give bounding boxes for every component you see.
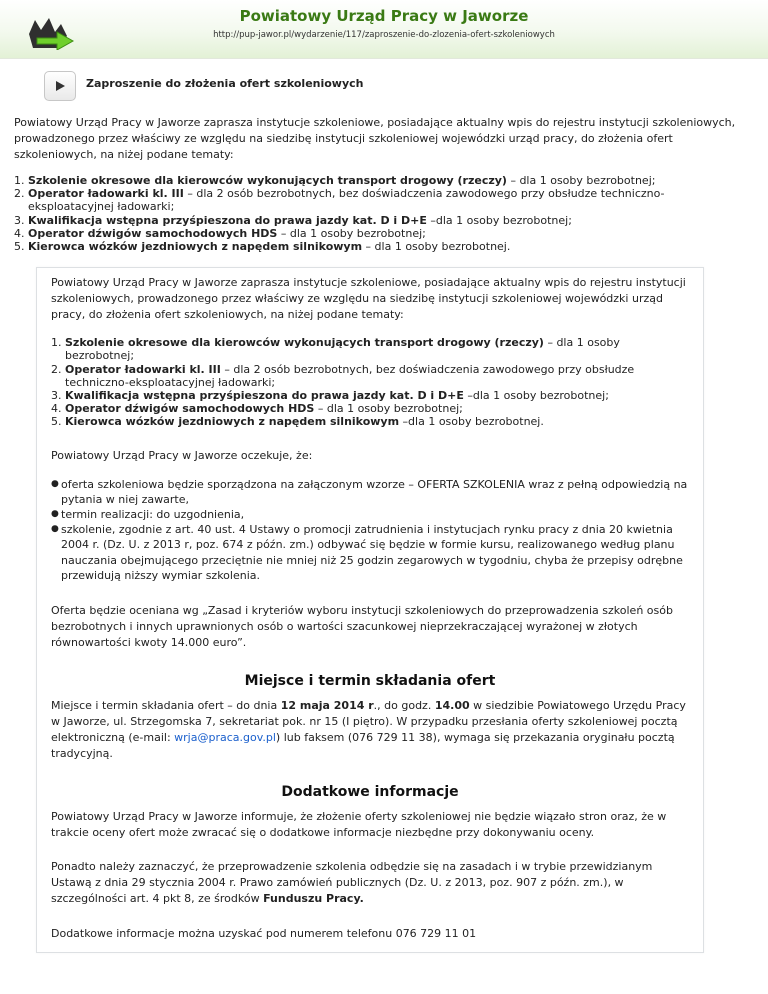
arrow-right-icon xyxy=(54,80,66,92)
info-paragraph-2: Ponadto należy zaznaczyć, że przeprowadzenie szkolenia odbędzie się na zasadach i w trybie przewidzianym Ustawą z dnia 29 stycznia 2004 r. Prawo zamówień publicznych (Dz. U. z 2013, poz. 907 z późn. zm.), w szczególności art. 4 pkt 8, ze środków Funduszu Pracy. xyxy=(51,860,653,906)
main-content xyxy=(0,59,768,953)
topic-item: 2. Operator ładowarki kl. III – dla 2 osób bezrobotnych, bez doświadczenia zawodowego przy obsłudze techniczno-eksploatacyjnej ładowarki; xyxy=(14,187,665,214)
place-heading: Miejsce i termin składania ofert xyxy=(244,673,496,690)
details-box xyxy=(36,267,704,953)
deadline-time: 14.00 xyxy=(434,699,470,713)
page-title: Zaproszenie do złożenia ofert szkoleniowych xyxy=(86,77,364,90)
info-paragraph-1: Powiatowy Urząd Pracy w Jaworze informuje, że złożenie oferty szkoleniowej nie będzie wiązało stron oraz, że w trakcie oceny ofert może zwracać się o dodatkowe informacje niezbędne przy dokonywaniu oceny. xyxy=(51,810,667,840)
list-item: ● termin realizacji: do uzgodnienia, xyxy=(51,508,245,522)
intro-paragraph: Powiatowy Urząd Pracy w Jaworze zaprasza instytucje szkoleniowe, posiadające aktualny wpis do rejestru instytucji szkoleniowych, prowadzonego przez właściwy ze względu na siedzibę instytucji szkoleniowej wojewódzki urząd pracy, do złożenia ofert szkoleniowych, na niżej podane tematy: xyxy=(14,116,736,161)
bullet-icon: ● xyxy=(51,478,59,489)
expectations-heading: Powiatowy Urząd Pracy w Jaworze oczekuje, że: xyxy=(51,448,313,462)
topic-item: 4. Operator dźwigów samochodowych HDS – dla 1 osoby bezrobotnej; xyxy=(14,226,426,240)
list-item: ● oferta szkoleniowa będzie sporządzona na załączonym wzorze – OFERTA SZKOLENIA wraz z pełną odpowiedzią na pytania w niej zawarte, xyxy=(51,477,688,506)
site-title[interactable]: Powiatowy Urząd Pracy w Jaworze xyxy=(239,7,529,25)
list-item: ● szkolenie, zgodnie z art. 40 ust. 4 Ustawy o promocji zatrudnienia i instytucjach rynku pracy z dnia 20 kwietnia 2004 r. (Dz. U. z 2013 r, poz. 674 z późn. zm.) odbywać się będzie w formie kursu, realizowanego według planu nauczania obejmującego przeciętnie nie mniej niż 25 godzin zegarowych w tygodniu, chyba że przepisy odrębne przewidują niższy wymiar szkolenia. xyxy=(51,523,683,582)
info-paragraph-3: Dodatkowe informacje można uzyskać pod numerem telefonu 076 729 11 01 xyxy=(51,927,477,941)
box-intro-paragraph: Powiatowy Urząd Pracy w Jaworze zaprasza instytucje szkoleniowe, posiadające aktualny wpis do rejestru instytucji szkoleniowych, prowadzonego przez właściwy ze względu na siedzibę instytucji szkoleniowej wojewódzki urząd pracy, do złożenia ofert szkoleniowych, na niżej podane tematy: xyxy=(51,276,686,322)
evaluation-paragraph: Oferta będzie oceniana wg „Zasad i kryteriów wyboru instytucji szkoleniowych do przeprowadzenia szkoleń osób bezrobotnych i innych uprawnionych osób o wartości szacunkowej nieprzekraczającej wyrażonej w złotych równowartości kwoty 14.000 euro”. xyxy=(51,604,673,650)
topic-item: 2. Operator ładowarki kl. III – dla 2 osób bezrobotnych, bez doświadczenia zawodowego przy obsłudze techniczno-eksploatacyjnej ładowarki; xyxy=(51,362,635,389)
topic-item: 5. Kierowca wózków jezdniowych z napędem silnikowym –dla 1 osoby bezrobotnej. xyxy=(51,415,544,429)
topic-item: 5. Kierowca wózków jezdniowych z napędem silnikowym – dla 1 osoby bezrobotnej. xyxy=(14,240,511,254)
arrow-right-button[interactable] xyxy=(44,71,76,101)
page-url: http://pup-jawor.pl/wydarzenie/117/zaproszenie-do-zlozenia-ofert-szkoleniowych xyxy=(213,30,555,40)
email-link[interactable]: wrja@praca.gov.pl xyxy=(174,731,276,745)
expectations-list xyxy=(51,477,689,583)
site-header xyxy=(0,0,768,59)
place-paragraph: Miejsce i termin składania ofert – do dnia 12 maja 2014 r., do godz. 14.00 w siedzibie Powiatowego Urzędu Pracy w Jaworze, ul. Strzegomska 7, sekretariat pok. nr 15 (I piętro). W przypadku przesłania oferty szkoleniowej pocztą elektroniczną (e-mail: wrja@praca.gov.pl) lub faksem (076 729 11 38), wymaga się przekazania oryginału pocztą tradycyjną. xyxy=(51,699,686,761)
logo-icon[interactable] xyxy=(27,18,79,50)
topic-item: 1. Szkolenie okresowe dla kierowców wykonujących transport drogowy (rzeczy) – dla 1 osoby bezrobotnej; xyxy=(51,336,620,363)
topic-item: 3. Kwalifikacja wstępna przyśpieszona do prawa jazdy kat. D i D+E –dla 1 osoby bezrobotnej; xyxy=(51,389,609,403)
info-heading: Dodatkowe informacje xyxy=(281,784,459,801)
bullet-icon: ● xyxy=(51,509,59,520)
topic-item: 3. Kwalifikacja wstępna przyśpieszona do prawa jazdy kat. D i D+E –dla 1 osoby bezrobotnej; xyxy=(14,213,572,227)
deadline-date: 12 maja 2014 r xyxy=(280,699,374,713)
topic-item: 4. Operator dźwigów samochodowych HDS – dla 1 osoby bezrobotnej; xyxy=(51,402,463,416)
topics-list xyxy=(14,174,746,253)
bullet-icon: ● xyxy=(51,524,59,535)
topic-item: 1. Szkolenie okresowe dla kierowców wykonujących transport drogowy (rzeczy) – dla 1 osoby bezrobotnej; xyxy=(14,174,656,187)
box-topics-list xyxy=(51,336,689,428)
